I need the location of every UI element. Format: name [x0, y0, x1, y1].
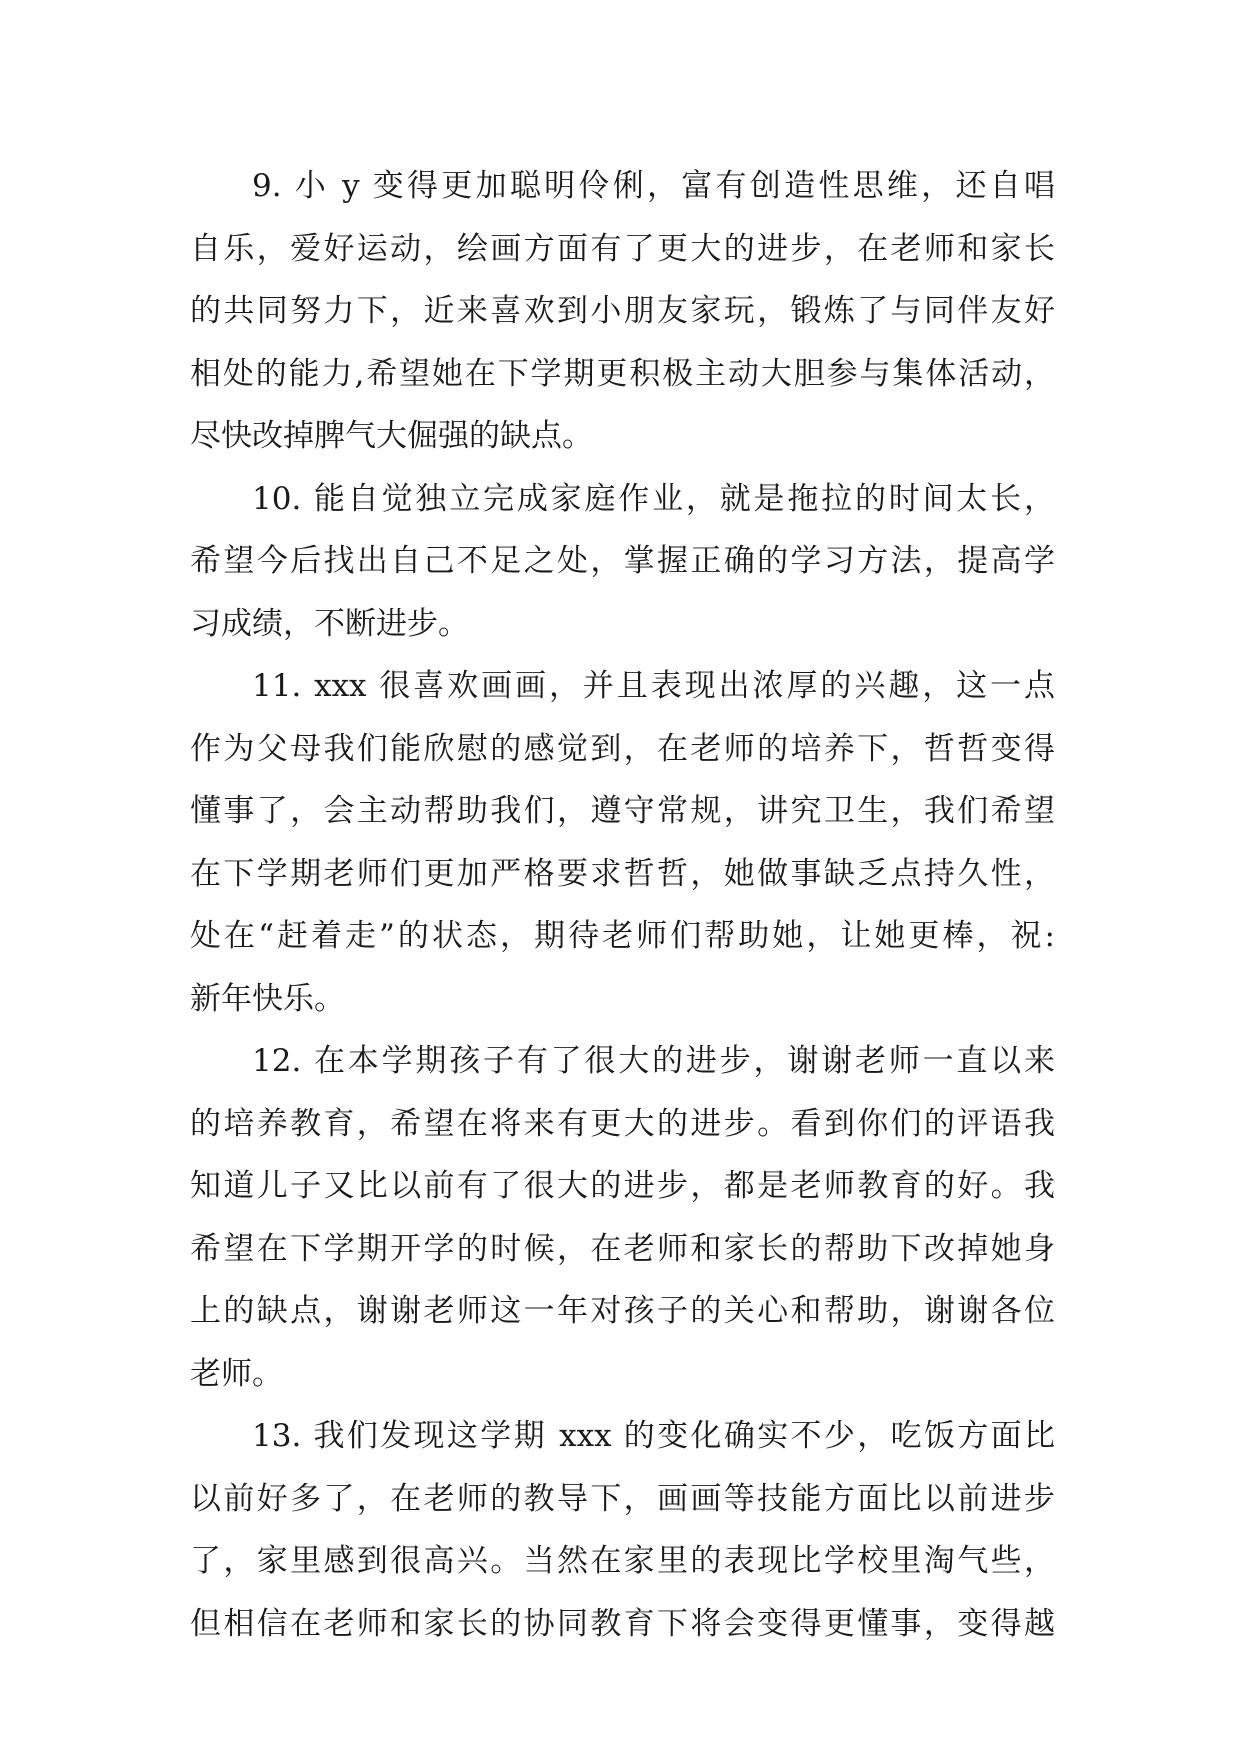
- text-line: 尽快改掉脾气大倔强的缺点。: [190, 418, 593, 454]
- text-line: 了，家里感到很高兴。当然在家里的表现比学校里淘气些，: [190, 1543, 1055, 1579]
- text-line: 的培养教育，希望在将来有更大的进步。看到你们的评语我: [190, 1105, 1055, 1142]
- text-line: 习成绩，不断进步。: [190, 605, 469, 642]
- text-line: 希望今后找出自己不足之处，掌握正确的学习方法，提高学: [190, 543, 1055, 579]
- text-line: 12. 在本学期孩子有了很大的进步，谢谢老师一直以来: [252, 1043, 1055, 1079]
- text-line: 老师。: [190, 1355, 283, 1392]
- text-line: 处在“赶着走”的状态，期待老师们帮助她，让她更棒，祝:: [190, 918, 1055, 954]
- text-line: 的共同努力下，近来喜欢到小朋友家玩，锻炼了与同伴友好: [190, 293, 1055, 329]
- text-line: 13. 我们发现这学期 xxx 的变化确实不少，吃饭方面比: [252, 1418, 1055, 1454]
- text-line: 但相信在老师和家长的协同教育下将会变得更懂事，变得越: [190, 1605, 1055, 1642]
- text-line: 相处的能力,希望她在下学期更积极主动大胆参与集体活动，: [190, 355, 1055, 392]
- text-line: 11. xxx 很喜欢画画，并且表现出浓厚的兴趣，这一点: [252, 668, 1055, 704]
- text-line: 新年快乐。: [190, 980, 345, 1017]
- text-line: 上的缺点，谢谢老师这一年对孩子的关心和帮助，谢谢各位: [190, 1293, 1055, 1329]
- text-line: 9. 小 y 变得更加聪明伶俐，富有创造性思维，还自唱: [252, 168, 1055, 204]
- paragraph-13: [190, 1405, 1055, 1655]
- document-body: [190, 155, 1055, 1655]
- paragraph-11: [190, 655, 1055, 1030]
- text-line: 作为父母我们能欣慰的感觉到，在老师的培养下，哲哲变得: [190, 730, 1055, 767]
- text-line: 以前好多了，在老师的教导下，画画等技能方面比以前进步: [190, 1480, 1055, 1517]
- paragraph-10: [190, 468, 1055, 656]
- text-line: 知道儿子又比以前有了很大的进步，都是老师教育的好。我: [190, 1168, 1055, 1204]
- text-line: 10. 能自觉独立完成家庭作业，就是拖拉的时间太长，: [252, 480, 1055, 517]
- text-line: 在下学期老师们更加严格要求哲哲，她做事缺乏点持久性，: [190, 855, 1055, 892]
- text-line: 希望在下学期开学的时候，在老师和家长的帮助下改掉她身: [190, 1230, 1055, 1267]
- text-line: 懂事了，会主动帮助我们，遵守常规，讲究卫生，我们希望: [190, 793, 1055, 829]
- paragraph-9: [190, 155, 1055, 468]
- paragraph-12: [190, 1030, 1055, 1405]
- text-line: 自乐，爱好运动，绘画方面有了更大的进步，在老师和家长: [190, 230, 1055, 267]
